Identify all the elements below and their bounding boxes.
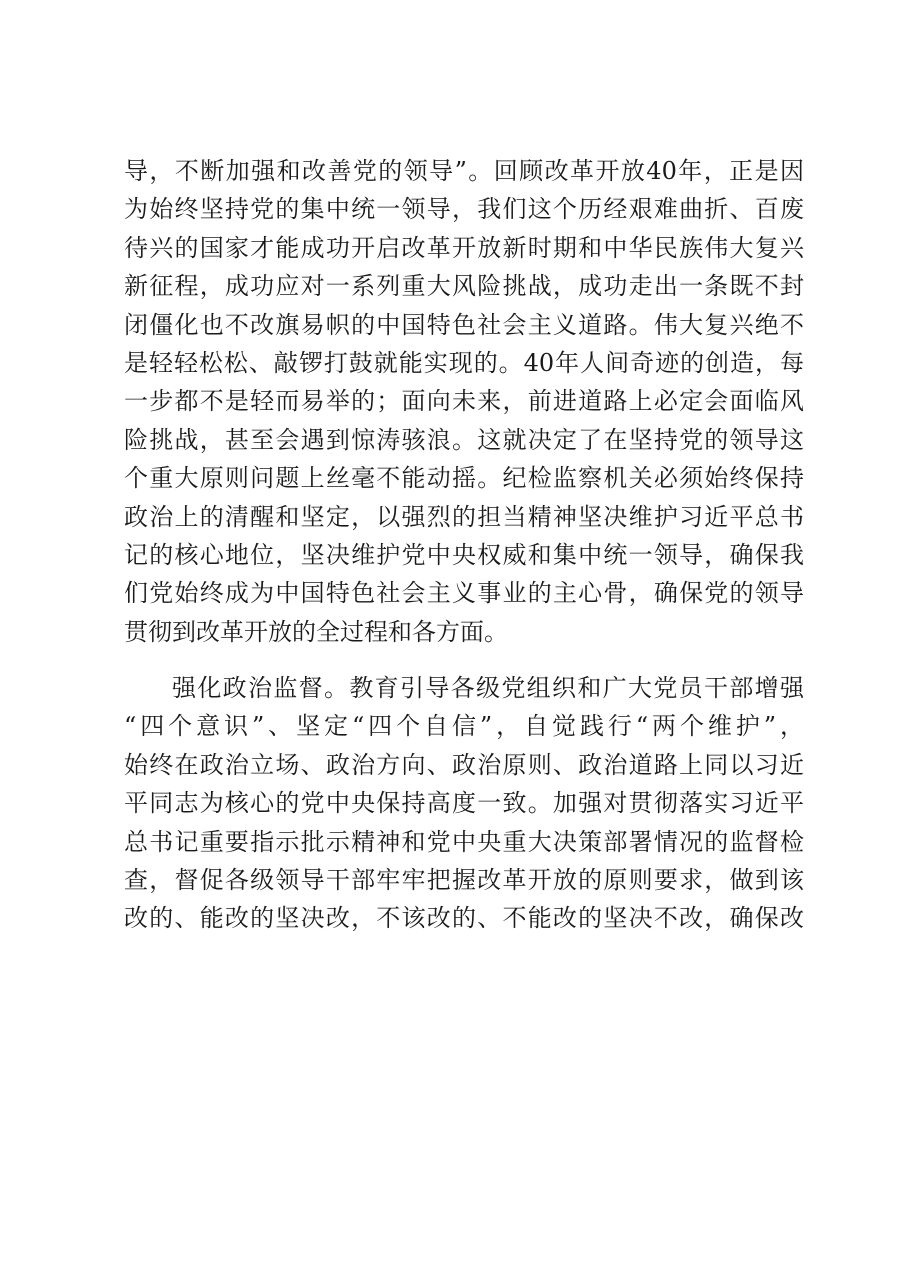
text-line: 个重大原则问题上丝毫不能动摇。纪检监察机关必须始终保持: [124, 464, 804, 493]
text-line: 待兴的国家才能成功开启改革开放新时期和中华民族伟大复兴: [124, 233, 804, 262]
text-line: 强化政治监督。教育引导各级党组织和广大党员干部增强: [172, 674, 804, 703]
text-line: “四个意识”、坚定“四个自信”，自觉践行“两个维护”，: [124, 712, 804, 741]
paragraph-2: [124, 669, 804, 938]
text-line: 记的核心地位，坚决维护党中央权威和集中统一领导，确保我: [124, 540, 804, 569]
document-body: [124, 152, 804, 938]
text-line: 闭僵化也不改旗易帜的中国特色社会主义道路。伟大复兴绝不: [124, 310, 804, 339]
text-line: 总书记重要指示批示精神和党中央重大决策部署情况的监督检: [124, 827, 804, 856]
text-line: 政治上的清醒和坚定，以强烈的担当精神坚决维护习近平总书: [124, 502, 804, 531]
text-line: 们党始终成为中国特色社会主义事业的主心骨，确保党的领导: [124, 579, 804, 608]
text-line: 查，督促各级领导干部牢牢把握改革开放的原则要求，做到该: [124, 866, 804, 895]
text-line: 新征程，成功应对一系列重大风险挑战，成功走出一条既不封: [124, 272, 804, 301]
text-line: 改的、能改的坚决改，不该改的、不能改的坚决不改，确保改: [124, 904, 804, 933]
text-line: 为始终坚持党的集中统一领导，我们这个历经艰难曲折、百废: [124, 195, 804, 224]
paragraph-1: [124, 152, 804, 651]
text-line: 导，不断加强和改善党的领导”。回顾改革开放40年，正是因: [124, 157, 804, 185]
paragraph-spacer: [124, 651, 804, 669]
text-line: 险挑战，甚至会遇到惊涛骇浪。这就决定了在坚持党的领导这: [124, 425, 804, 454]
text-line: 贯彻到改革开放的全过程和各方面。: [124, 617, 508, 646]
text-line: 平同志为核心的党中央保持高度一致。加强对贯彻落实习近平: [124, 789, 804, 818]
text-line: 始终在政治立场、政治方向、政治原则、政治道路上同以习近: [124, 750, 804, 779]
text-line: 是轻轻松松、敲锣打鼓就能实现的。40年人间奇迹的创造，每: [124, 348, 804, 377]
text-line: 一步都不是轻而易举的；面向未来，前进道路上必定会面临风: [124, 387, 804, 416]
